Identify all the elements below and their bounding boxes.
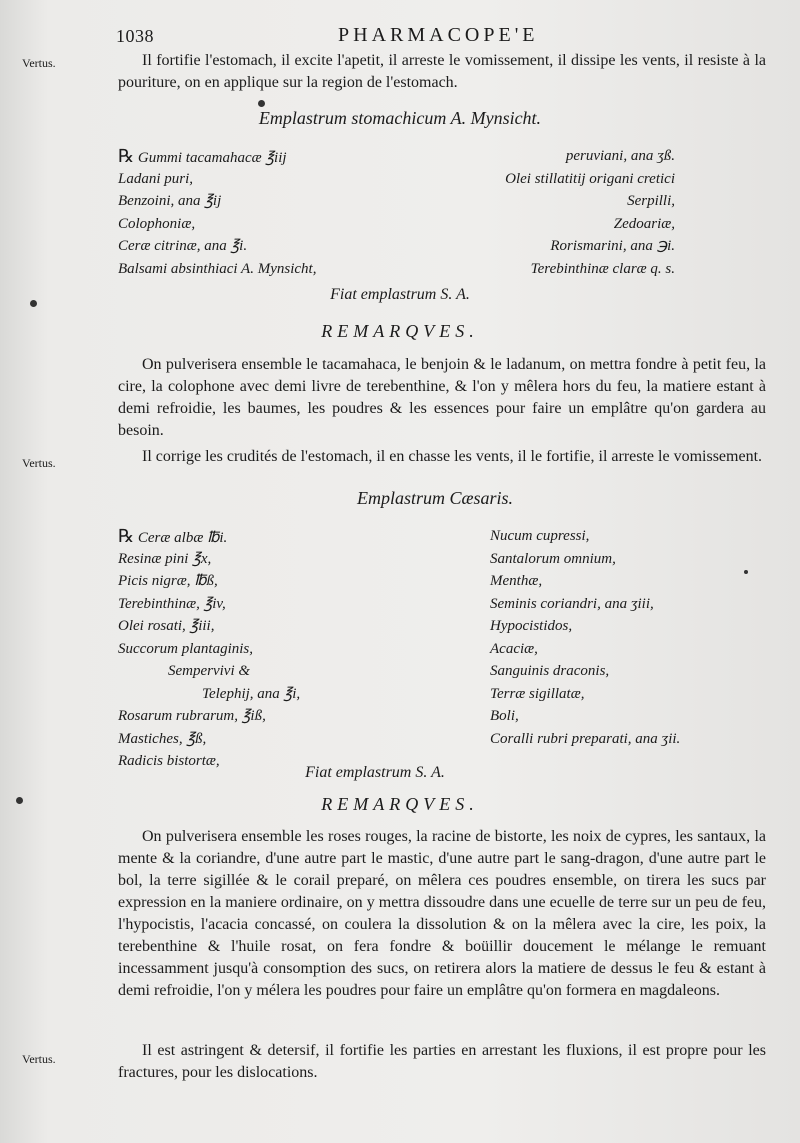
ingredient-line: Santalorum omnium,	[490, 550, 616, 567]
margin-note-vertus-3: Vertus.	[22, 1052, 56, 1066]
ingredient-line: Nucum cupressi,	[490, 528, 590, 544]
section1-remarques-text: On pulverisera ensemble le tacamahaca, le benjoin & le ladanum, on mettra fondre à petit feu, la cire, la colophone avec demi livre de terebenthine, & l'on y mêlera hors du feu, la matiere estant à demi refroidie, les baumes, les poudres & les essences pour faire un emplâtre qu'on gardera au besoin.	[118, 356, 766, 439]
ingredient-line: Resinæ pini ℥x,	[118, 550, 212, 567]
ingredient-line: Hypocistidos,	[490, 618, 573, 634]
margin-note-vertus-1: Vertus.	[22, 56, 56, 70]
ingredient-line: Olei rosati, ℥iii,	[118, 618, 215, 634]
ingredient-line: Sempervivi &	[168, 663, 251, 679]
ingredient-line: Rosarum rubrarum, ℥iß,	[118, 708, 266, 724]
ingredient-line: Coralli rubri preparati, ana ʒii.	[490, 730, 681, 747]
running-head: PHARMACOPE'E	[338, 24, 539, 46]
ingredient-line: Succorum plantaginis,	[118, 640, 253, 657]
ingredient-line: Mastiches, ℥ß,	[118, 730, 207, 747]
section2-left-ingredients	[118, 525, 408, 773]
ink-speck	[258, 100, 265, 107]
section1-fiat: Fiat emplastrum S. A.	[330, 286, 470, 303]
ingredient-line: Balsami absinthiaci A. Mynsicht,	[118, 260, 317, 277]
ink-speck	[16, 797, 23, 804]
ingredient-line: Acaciæ,	[490, 640, 538, 657]
section2-fiat: Fiat emplastrum S. A.	[305, 764, 445, 781]
ingredient-line: Serpilli,	[627, 193, 675, 209]
section2-title: Emplastrum Cæsaris.	[356, 488, 514, 508]
margin-note-vertus-2: Vertus.	[22, 456, 56, 470]
ingredient-line: ℞ Gummi tacamahacæ ℥iij	[118, 146, 287, 166]
recipe-sign-icon: ℞	[118, 526, 135, 546]
section1-left-ingredients	[118, 145, 408, 280]
ingredient-line: Ladani puri,	[118, 170, 194, 187]
ingredient-line: Telephij, ana ℥i,	[202, 685, 301, 702]
ingredient-line: Menthæ,	[490, 573, 543, 589]
ingredient-line: Seminis coriandri, ana ʒiii,	[490, 595, 654, 612]
ingredient-line: Boli,	[490, 708, 519, 724]
recipe-sign-icon: ℞	[118, 146, 135, 166]
section2-right-ingredients	[490, 525, 750, 750]
section2-remarques-heading: REMARQVES.	[321, 794, 479, 814]
ingredient-line: ℞ Ceræ albæ ℔i.	[118, 526, 228, 546]
page-header	[0, 26, 800, 52]
ingredient-line: Terebinthinæ claræ q. s.	[530, 260, 675, 277]
ingredient-line: Olei stillatitij origani cretici	[505, 170, 675, 187]
ingredient-line: Ceræ citrinæ, ana ℥i.	[118, 238, 248, 254]
ingredient-line: Sanguinis draconis,	[490, 663, 610, 679]
ingredient-line: Terebinthinæ, ℥iv,	[118, 595, 226, 612]
section1-title: Emplastrum stomachicum A. Mynsicht.	[258, 108, 542, 128]
ingredient-line: Colophoniæ,	[118, 215, 196, 232]
ingredient-line: Benzoini, ana ℥ij	[118, 193, 222, 209]
ingredient-line: Rorismarini, ana ℈i.	[550, 238, 675, 254]
intro-paragraph: Il fortifie l'estomach, il excite l'apetit, il arreste le vomissement, il dissipe les vents, il resiste à la pouriture, on en applique sur la region de l'estomach.	[118, 52, 766, 91]
ingredient-line: peruviani, ana ʒß.	[565, 148, 675, 164]
page-number: 1038	[116, 26, 154, 46]
section2-vertus-text: Il est astringent & detersif, il fortifie les parties en arrestant les fluxions, il est propre pour les fractures, pour les dislocations.	[118, 1042, 766, 1081]
section2-remarques-text: On pulverisera ensemble les roses rouges, la racine de bistorte, les noix de cypres, les santaux, la mente & la coriandre, d'une autre part le mastic, d'une autre part le sang-dragon, d'une autre part le bol, la terre sigillée & le corail preparé, on mêlera ces poudres ensemble, on tirera les sucs par expression en la maniere ordinaire, on y mettra dissoudre dans une ecuelle de terre sur un peu de feu, l'hypocistis, l'acacia concassé, on coulera la dissolution & on la mêlera avec la cire, les poix, la terebenthine & l'huile rosat, on fera fondre & boüillir doucement le mélange le remuant incessamment jusqu'à consomption des sucs, on retirera alors la matiere de dessus le feu & estant à demi refroidie, l'on y mélera les poudres pour faire un emplâtre qu'on formera en magdaleons.	[118, 828, 766, 999]
section1-right-ingredients	[430, 145, 675, 280]
ink-speck	[744, 570, 748, 574]
ingredient-line: Zedoariæ,	[613, 215, 675, 232]
ingredient-line: Picis nigræ, ℔ß,	[118, 573, 218, 589]
ink-speck	[30, 300, 37, 307]
section1-vertus-text: Il corrige les crudités de l'estomach, il en chasse les vents, il le fortifie, il arreste le vomissement.	[142, 448, 763, 465]
section1-remarques-heading: REMARQVES.	[321, 321, 479, 341]
ingredient-line: Terræ sigillatæ,	[490, 685, 585, 702]
ingredient-line: Radicis bistortæ,	[118, 753, 220, 769]
